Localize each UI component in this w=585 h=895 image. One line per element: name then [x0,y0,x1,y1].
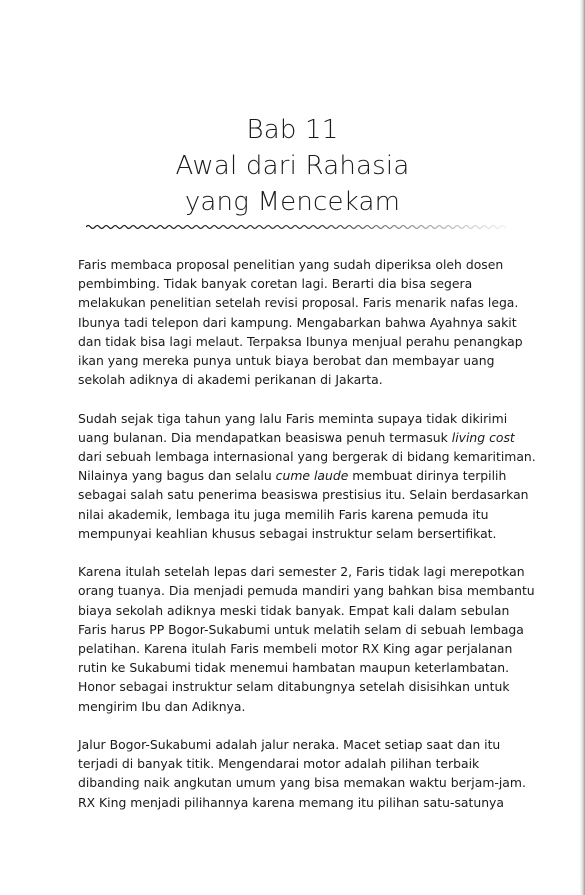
text-line [78,562,538,581]
paragraph [78,562,538,716]
text-line [78,351,538,370]
text-segment: sebagai salah satu penerima beasiswa prestisius itu. Selain berdasarkan [78,487,529,503]
text-line [78,409,538,428]
text-line [78,447,538,466]
text-segment: pelatihan. Karena itulah Faris membeli motor RX King agar perjalanan [78,641,513,657]
text-line [78,793,538,812]
text-line [78,735,538,754]
text-line [78,697,538,716]
text-segment: sekolah adiknya di akademi perikanan di Jakarta. [78,372,383,388]
text-line [78,524,538,543]
text-segment: RX King menjadi pilihannya karena memang itu pilihan satu-satunya [78,794,504,810]
text-line [78,620,538,639]
paragraph [78,409,538,543]
text-segment: membuat dirinya terpilih [348,468,507,484]
text-line [78,466,538,485]
text-segment: orang tuanya. Dia menjadi pemuda mandiri yang bahkan bisa membantu [78,583,535,599]
text-segment: nilai akademik, lembaga itu juga memilih Faris karena pemuda itu [78,506,489,522]
text-segment: Honor sebagai instruktur selam ditabungnya setelah disisihkan untuk [78,679,510,695]
text-line [78,601,538,620]
text-segment: Faris harus PP Bogor-Sukabumi untuk melatih selam di sebuah lembaga [78,621,524,637]
chapter-title-line-2: yang Mencekam [184,187,401,217]
chapter-title [0,112,585,220]
text-segment: rutin ke Sukabumi tidak menemui hambatan maupun keterlambatan. [78,660,510,676]
italic-text: cume laude [275,468,349,484]
chapter-title-line-1: Awal dari Rahasia [175,151,410,181]
text-segment: melakukan penelitian setelah revisi proposal. Faris menarik nafas lega. [78,295,519,311]
text-segment: Karena itulah setelah lepas dari semester 2, Faris tidak lagi merepotkan [78,564,525,580]
text-segment: terjadi di banyak titik. Mengendarai motor adalah pilihan terbaik [78,756,480,772]
text-segment: uang bulanan. Dia mendapatkan beasiswa penuh termasuk [78,429,452,445]
text-segment: dari sebuah lembaga internasional yang bergerak di bidang kemaritiman. [78,449,536,465]
text-line [78,313,538,332]
text-segment: Nilainya yang bagus dan selalu [78,468,276,484]
text-line [78,428,538,447]
italic-text: living cost [451,429,515,445]
text-line [78,332,538,351]
text-segment: Jalur Bogor-Sukabumi adalah jalur neraka. Macet setiap saat dan itu [78,737,501,753]
chapter-number: Bab 11 [246,115,339,145]
text-line [78,505,538,524]
text-segment: ikan yang mereka punya untuk biaya berobat dan membayar uang [78,353,495,369]
wavy-divider [86,220,506,234]
text-segment: Ibunya tadi telepon dari kampung. Mengabarkan bahwa Ayahnya sakit [78,314,517,330]
text-segment: Faris membaca proposal penelitian yang sudah diperiksa oleh dosen [78,257,504,272]
text-line [78,658,538,677]
text-segment: biaya sekolah adiknya meski tidak banyak. Empat kali dalam sebulan [78,602,510,618]
text-line [78,370,538,389]
text-segment: mempunyai keahlian khusus sebagai instruktur selam bersertifikat. [78,525,497,541]
text-line [78,274,538,293]
text-line [78,485,538,504]
paragraph [78,255,538,389]
body-text [78,255,538,812]
text-line [78,754,538,773]
text-segment: pembimbing. Tidak banyak coretan lagi. Berarti dia bisa segera [78,276,473,292]
text-line [78,639,538,658]
text-segment: dibanding naik angkutan umum yang bisa memakan waktu berjam-jam. [78,775,526,791]
text-line [78,581,538,600]
text-line [78,773,538,792]
text-line [78,293,538,312]
text-segment: mengirim Ibu dan Adiknya. [78,698,246,714]
text-segment: Sudah sejak tiga tahun yang lalu Faris meminta supaya tidak dikirimi [78,410,508,426]
text-line [78,677,538,696]
paragraph [78,735,538,812]
text-segment: dan tidak bisa lagi melaut. Terpaksa Ibunya menjual perahu penangkap [78,333,523,349]
text-line [78,255,538,274]
